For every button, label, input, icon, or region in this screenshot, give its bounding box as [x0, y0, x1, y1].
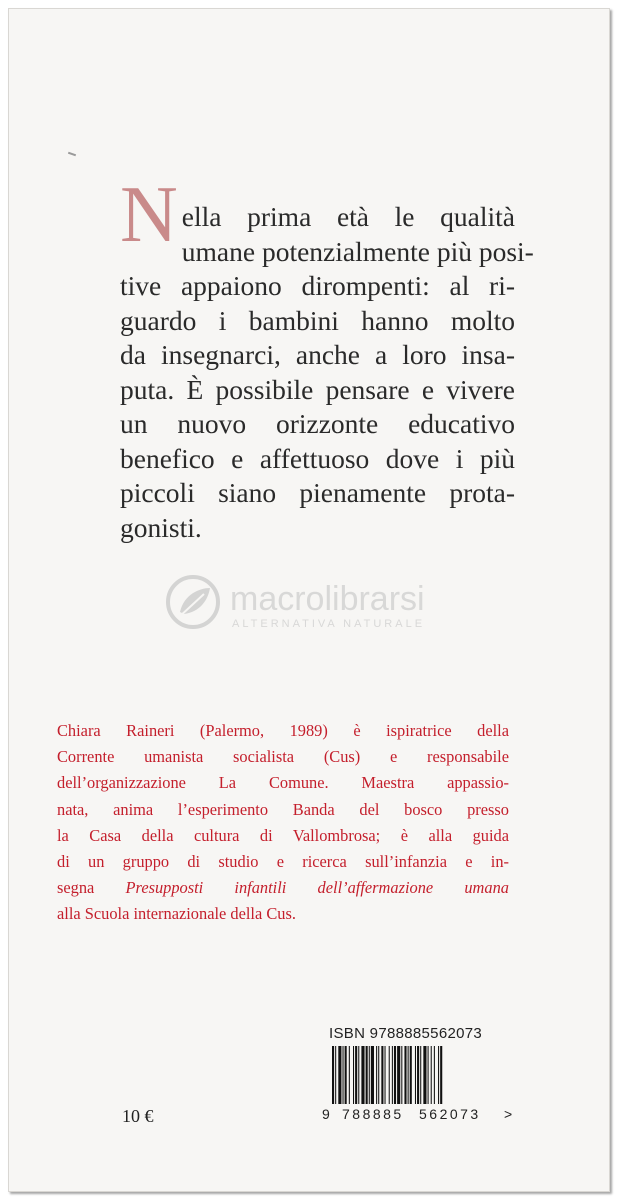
blurb-line: un nuovo orizzonte educativo — [120, 408, 515, 439]
barcode-bar — [410, 1046, 412, 1104]
barcode-bar — [345, 1046, 347, 1104]
watermark-name: macrolibrarsi — [230, 580, 425, 618]
barcode-bar — [408, 1046, 409, 1104]
barcode-bar — [420, 1046, 421, 1104]
barcode-bar — [440, 1046, 442, 1104]
barcode-bar — [378, 1046, 379, 1104]
blurb-line: da insegnarci, anche a loro insa- — [120, 339, 515, 370]
blurb-line: ella prima età le qualità — [181, 201, 515, 232]
bio-line: dell’organizzazione La Comune. Maestra appassio- — [57, 773, 509, 793]
barcode-bar — [397, 1046, 400, 1104]
barcode-digit-first: 9 — [322, 1106, 330, 1122]
barcode-bar — [355, 1046, 357, 1104]
barcode-arrow: > — [504, 1106, 513, 1122]
barcode-bar — [335, 1046, 336, 1104]
isbn-label: ISBN 9788885562073 — [329, 1025, 483, 1042]
bio-line: Chiara Raineri (Palermo, 1989) è ispiratrice della — [57, 721, 509, 740]
barcode-bar — [394, 1046, 396, 1104]
bio-line: Corrente umanista socialista (Cus) e responsabile — [57, 747, 509, 767]
author-bio — [57, 718, 509, 928]
barcode-bar — [434, 1046, 435, 1104]
barcode-digit-group-1: 788885 — [342, 1106, 404, 1122]
watermark-tagline: ALTERNATIVA NATURALE — [232, 618, 426, 630]
bio-line: la Casa della cultura di Vallombrosa; è alla guida — [57, 825, 509, 845]
blurb-line: tive appaiono dirompenti: al ri- — [120, 270, 515, 301]
blurb-line: guardo i bambini hanno molto — [120, 304, 515, 336]
barcode-bar — [423, 1046, 426, 1104]
barcode-bar — [415, 1046, 416, 1104]
blurb-line: piccoli siano pienamente prota- — [120, 477, 515, 508]
barcode-bar — [376, 1046, 377, 1104]
barcode-bar — [349, 1046, 350, 1104]
barcode-digit-group-2: 562073 — [419, 1106, 481, 1122]
barcode-bar — [343, 1046, 344, 1104]
barcode-bar — [361, 1046, 364, 1104]
bio-line-prefix: segna — [57, 878, 95, 898]
barcode-bar — [392, 1046, 393, 1104]
bio-line: alla Scuola internazionale della Cus. — [57, 904, 296, 924]
blurb-line: gonisti. — [120, 511, 202, 543]
barcode-bar — [438, 1046, 439, 1104]
bio-line: nata, anima l’esperimento Banda del bosco presso — [57, 799, 509, 819]
barcode-bar — [371, 1046, 374, 1104]
blurb-line: puta. È possibile pensare e vivere — [120, 373, 515, 405]
barcode-bar — [338, 1046, 341, 1104]
price: 10 € — [122, 1106, 154, 1126]
barcode — [332, 1046, 498, 1104]
book-title-italic: Presupposti infantili dell’affermazione umana — [125, 878, 509, 898]
barcode-bar — [428, 1046, 429, 1104]
barcode-bar — [358, 1046, 359, 1104]
barcode-bar — [431, 1046, 432, 1104]
bio-line — [57, 875, 509, 901]
barcode-bar — [366, 1046, 368, 1104]
blurb-line: benefico e affettuoso dove i più — [120, 442, 515, 474]
barcode-bar — [332, 1046, 334, 1104]
leaf-logo-icon — [160, 574, 226, 630]
bio-line: di un gruppo di studio e ricerca sull’infanzia e in- — [57, 852, 509, 872]
drop-cap: N — [120, 171, 178, 259]
barcode-bar — [401, 1046, 402, 1104]
barcode-bar — [369, 1046, 370, 1104]
barcode-bar — [417, 1046, 419, 1104]
barcode-bar — [389, 1046, 390, 1104]
barcode-bar — [404, 1046, 406, 1104]
barcode-bar — [381, 1046, 383, 1104]
blurb-text — [120, 171, 534, 545]
blurb-line: umane potenzialmente più posi- — [181, 235, 534, 267]
barcode-bar — [353, 1046, 354, 1104]
barcode-bar — [385, 1046, 386, 1104]
